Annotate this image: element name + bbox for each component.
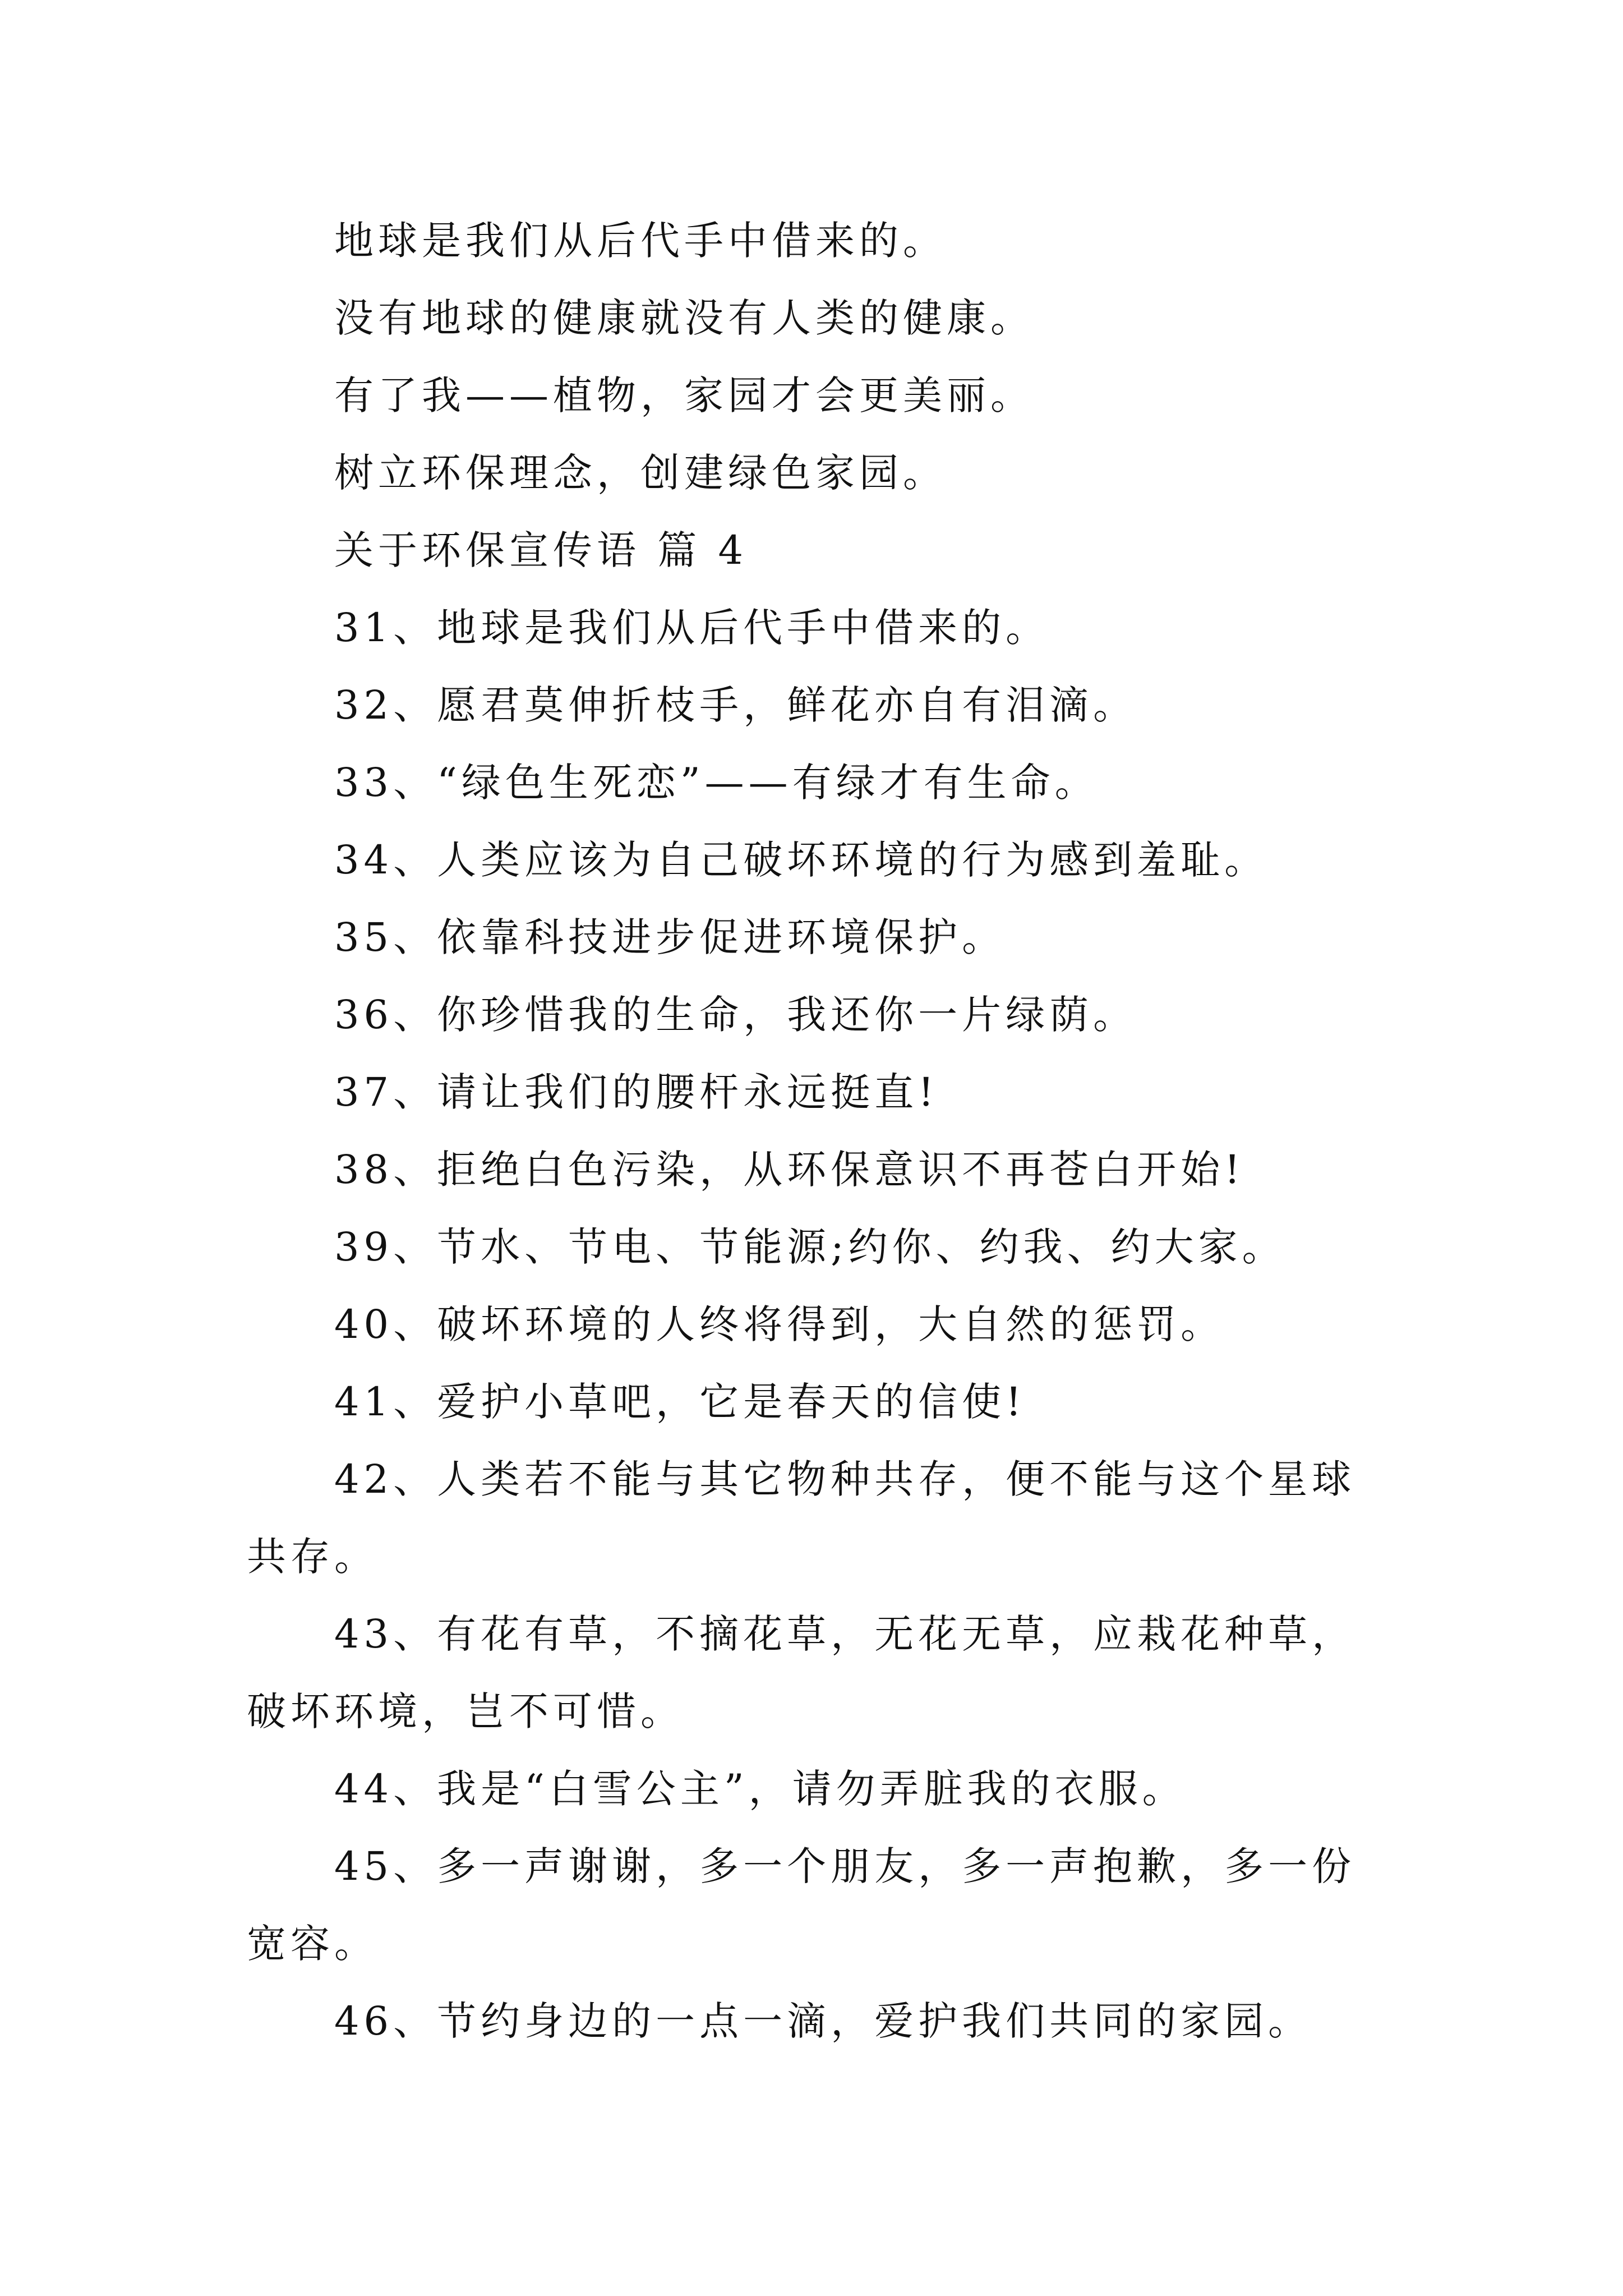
- slogan-40: 40、破坏环境的人终将得到，大自然的惩罚。: [334, 1301, 1225, 1347]
- slogan-31: 31、地球是我们从后代手中借来的。: [334, 605, 1050, 651]
- slogan-41: 41、爱护小草吧，它是春天的信使!: [334, 1379, 1026, 1425]
- document-body: [247, 202, 1380, 2060]
- slogan-45: 45、多一声谢谢，多一个朋友，多一声抱歉，多一份宽容。: [247, 1843, 1356, 1967]
- slogan-46: 46、节约身边的一点一滴，爱护我们共同的家园。: [334, 1998, 1312, 2044]
- slogan-44: 44、我是“白雪公主”，请勿弄脏我的衣服。: [334, 1766, 1186, 1812]
- paragraph-1: 地球是我们从后代手中借来的。: [334, 218, 947, 264]
- slogan-38: 38、拒绝白色污染，从环保意识不再苍白开始!: [334, 1147, 1245, 1193]
- slogan-37: 37、请让我们的腰杆永远挺直!: [334, 1069, 939, 1115]
- slogan-42: 42、人类若不能与其它物种共存，便不能与这个星球共存。: [247, 1456, 1356, 1580]
- slogan-34: 34、人类应该为自己破坏环境的行为感到羞耻。: [334, 837, 1269, 883]
- paragraph-4: 树立环保理念，创建绿色家园。: [334, 450, 947, 496]
- slogan-35: 35、依靠科技进步促进环境保护。: [334, 914, 1006, 960]
- paragraph-3: 有了我——植物，家园才会更美丽。: [334, 372, 1034, 418]
- slogan-33: 33、“绿色生死恋”——有绿才有生命。: [334, 760, 1099, 806]
- slogan-43: 43、有花有草，不摘花草，无花无草，应栽花种草，破坏环境，岂不可惜。: [247, 1611, 1356, 1734]
- slogan-39: 39、节水、节电、节能源;约你、约我、约大家。: [334, 1224, 1286, 1270]
- slogan-32: 32、愿君莫伸折枝手，鲜花亦自有泪滴。: [334, 682, 1137, 728]
- paragraph-2: 没有地球的健康就没有人类的健康。: [334, 295, 1034, 341]
- section-heading: 关于环保宣传语 篇 4: [334, 527, 748, 573]
- slogan-36: 36、你珍惜我的生命，我还你一片绿荫。: [334, 992, 1137, 1038]
